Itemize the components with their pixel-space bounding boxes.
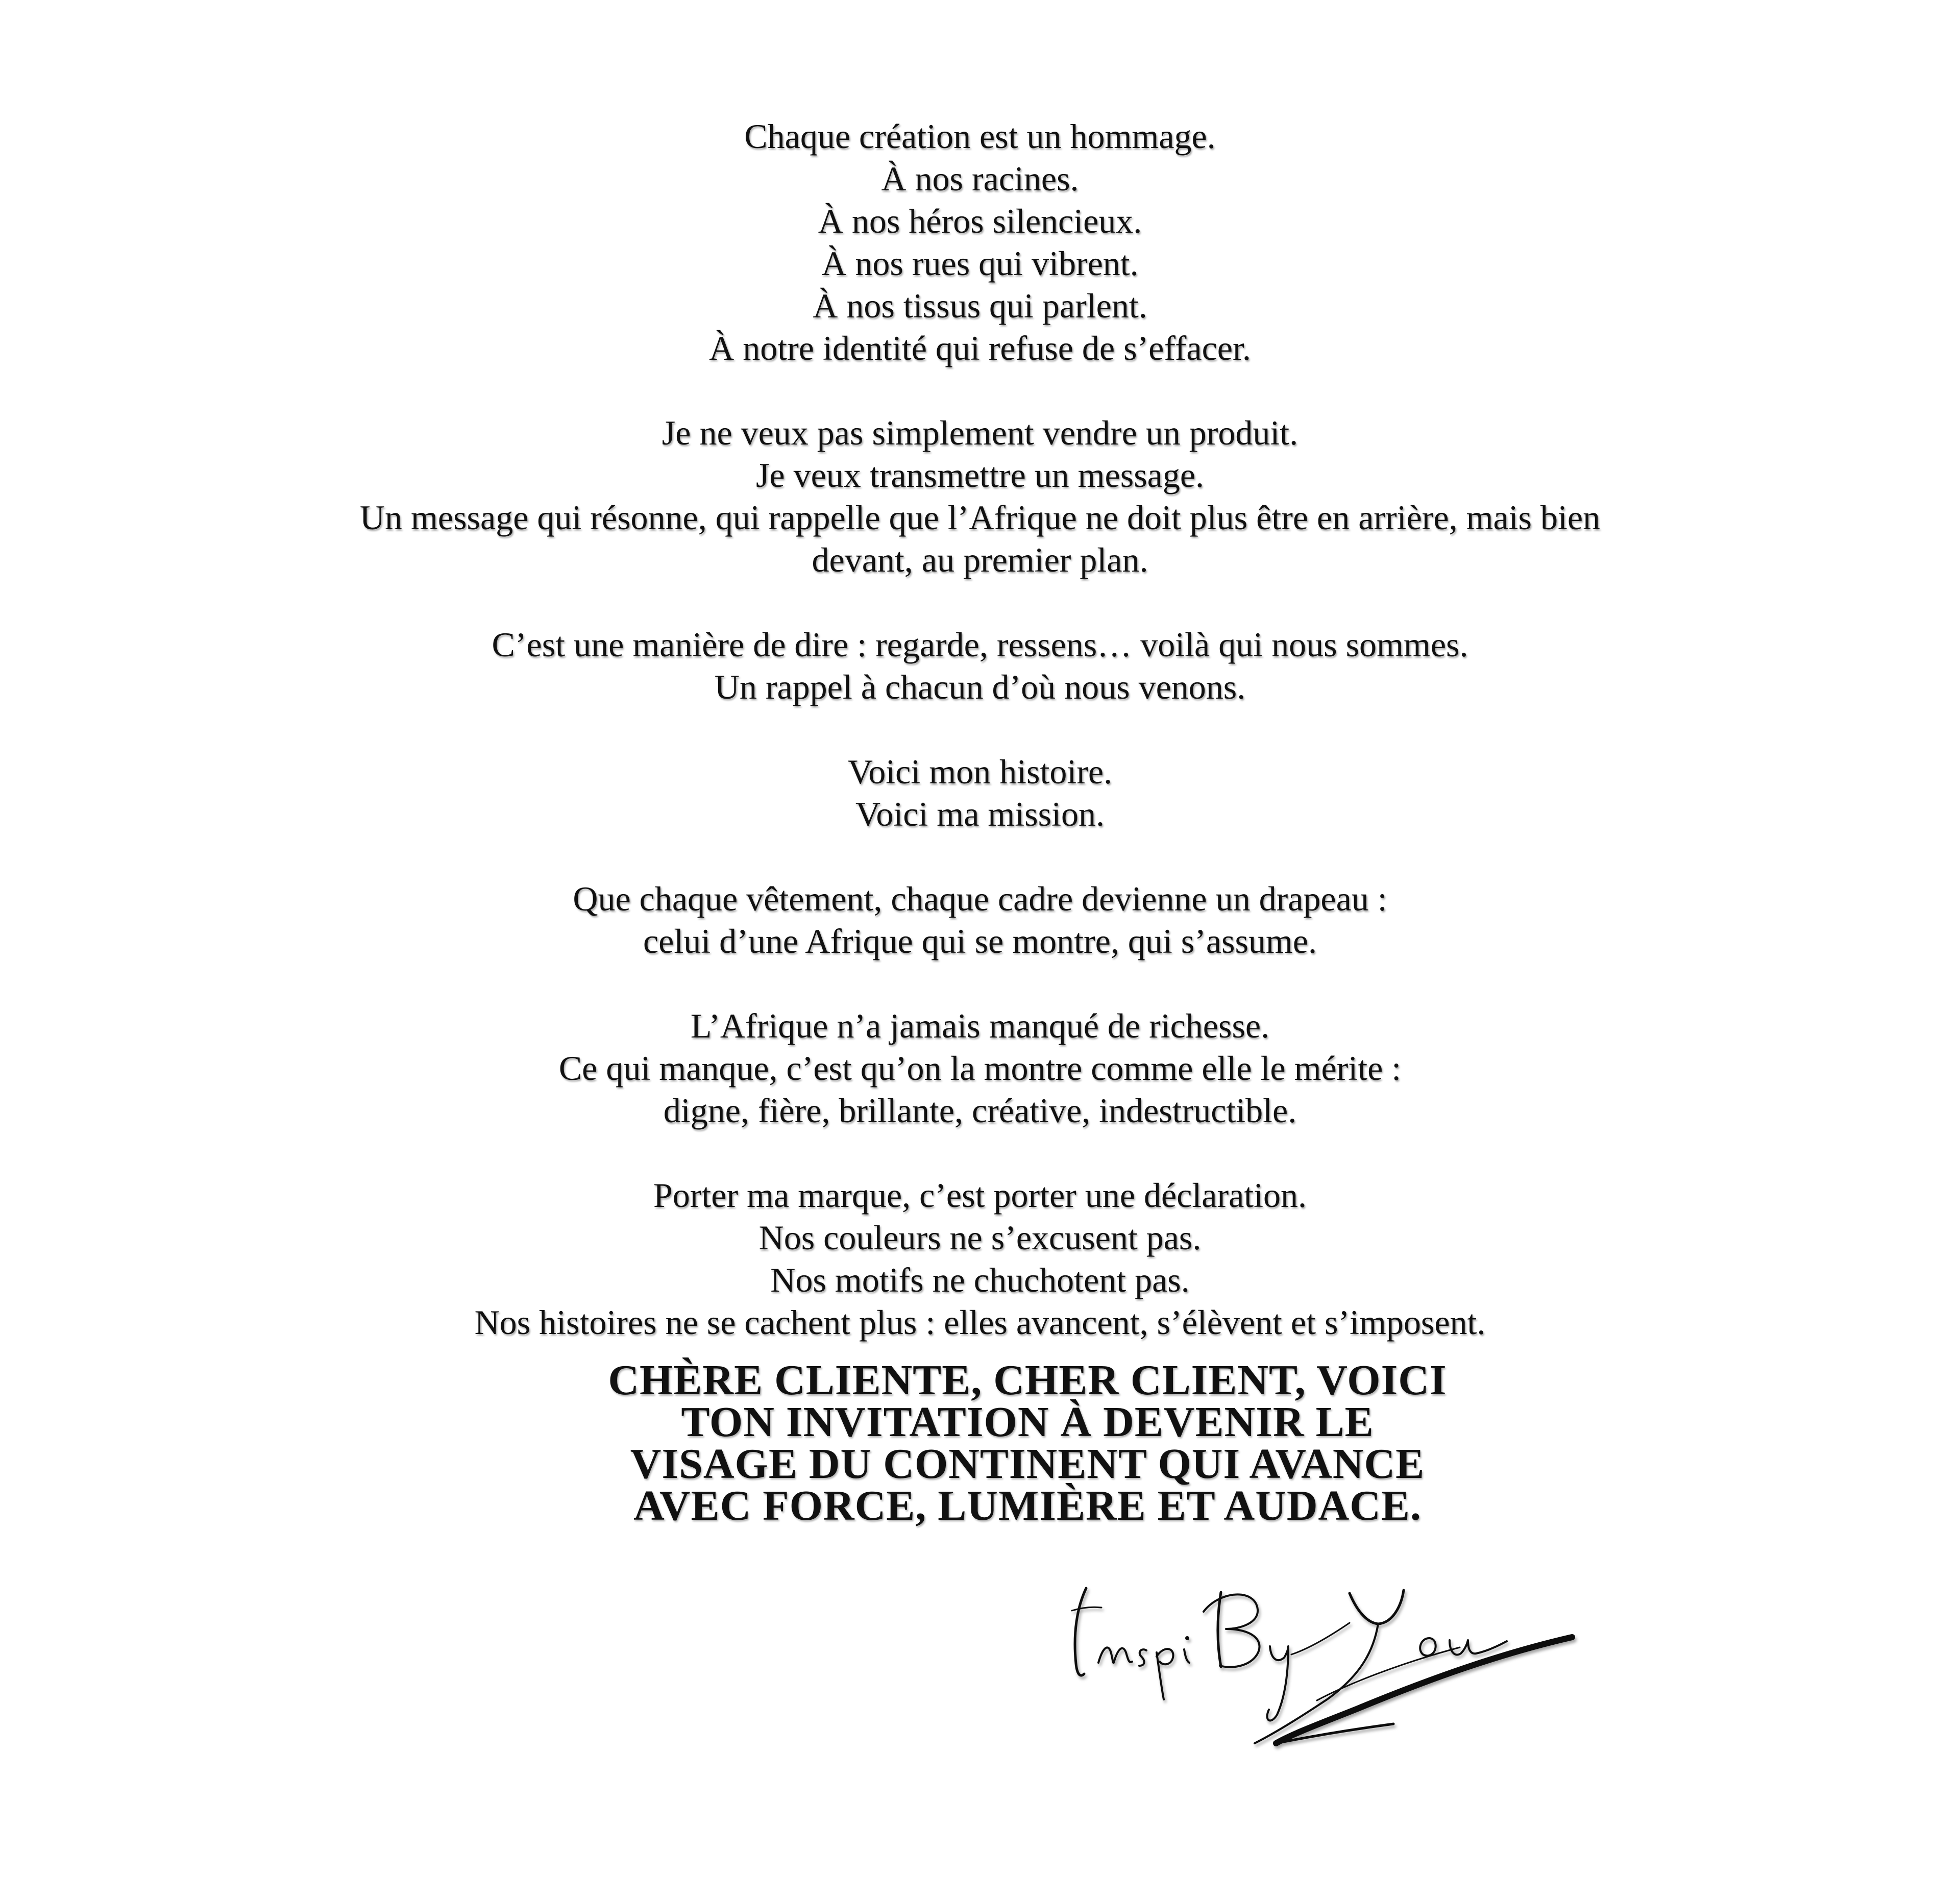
closing-line: CHÈRE CLIENTE, CHER CLIENT, VOICI [608, 1356, 1447, 1404]
poem-line: Voici ma mission. [855, 795, 1105, 833]
poem-line: C’est une manière de dire : regarde, ressens… voilà qui nous sommes. [492, 625, 1468, 664]
poem-text [0, 115, 1960, 1344]
poem-line: digne, fière, brillante, créative, indestructible. [663, 1091, 1297, 1130]
poem-line: Un rappel à chacun d’où nous venons. [714, 668, 1246, 706]
closing-line: AVEC FORCE, LUMIÈRE ET AUDACE. [633, 1482, 1422, 1529]
stanza-gap [0, 835, 1960, 878]
stanza-gap [0, 708, 1960, 751]
poem-line: À nos héros silencieux. [818, 202, 1142, 240]
stanza-6 [0, 1005, 1960, 1132]
poem-line: Je veux transmettre un message. [755, 456, 1205, 495]
closing-invitation [566, 1356, 1489, 1529]
poem-line: Porter ma marque, c’est porter une déclaration. [653, 1176, 1307, 1215]
stanza-gap [0, 581, 1960, 624]
stanza-gap [0, 962, 1960, 1005]
poem-line: À nos racines. [881, 159, 1079, 198]
poem-line: Que chaque vêtement, chaque cadre devienne un drapeau : [573, 879, 1387, 918]
poem-line: celui d’une Afrique qui se montre, qui s’assume. [643, 922, 1317, 960]
poem-line: Un message qui résonne, qui rappelle que l’Afrique ne doit plus être en arrière, mais bien [359, 498, 1601, 537]
stanza-2 [0, 412, 1960, 581]
stanza-gap [0, 369, 1960, 412]
poem-line: Nos histoires ne se cachent plus : elles avancent, s’élèvent et s’imposent. [474, 1303, 1486, 1342]
signature-inspi-by-you [1041, 1562, 1582, 1756]
closing-line: VISAGE DU CONTINENT QUI AVANCE [630, 1440, 1425, 1488]
poem-line: devant, au premier plan. [812, 540, 1148, 579]
poem-line: Ce qui manque, c’est qu’on la montre comme elle le mérite : [558, 1049, 1402, 1088]
stanza-4 [0, 751, 1960, 835]
stanza-gap [0, 1132, 1960, 1174]
poem-line: À notre identité qui refuse de s’effacer. [709, 329, 1251, 367]
signature-graphic [1041, 1562, 1582, 1756]
poem-line: À nos rues qui vibrent. [821, 244, 1139, 283]
poem-line: Chaque création est un hommage. [744, 117, 1216, 156]
poem-line: Voici mon histoire. [847, 752, 1113, 791]
poem-line: Je ne veux pas simplement vendre un produit. [662, 413, 1298, 452]
stanza-1 [0, 115, 1960, 369]
poem-line: L’Afrique n’a jamais manqué de richesse. [690, 1006, 1270, 1045]
poem-line: Nos motifs ne chuchotent pas. [770, 1261, 1190, 1299]
stanza-5 [0, 878, 1960, 962]
closing-line: TON INVITATION À DEVENIR LE [681, 1398, 1374, 1446]
stanza-3 [0, 624, 1960, 708]
poem-line: À nos tissus qui parlent. [813, 286, 1147, 325]
poem-line: Nos couleurs ne s’excusent pas. [758, 1218, 1202, 1257]
stanza-7 [0, 1174, 1960, 1344]
